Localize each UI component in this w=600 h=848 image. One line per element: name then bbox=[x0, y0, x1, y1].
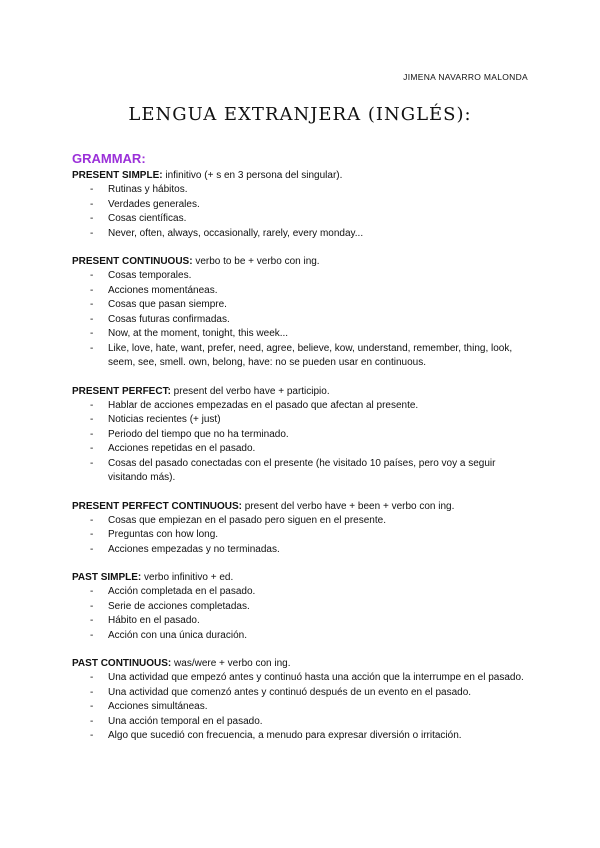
tense-section bbox=[72, 169, 532, 241]
tense-heading bbox=[72, 169, 532, 183]
usage-list bbox=[72, 399, 532, 486]
usage-list bbox=[72, 269, 532, 371]
list-item: - Una acción temporal en el pasado. bbox=[72, 715, 532, 730]
notes-content bbox=[72, 151, 532, 758]
list-item: - Never, often, always, occasionally, rarely, every monday... bbox=[72, 227, 532, 242]
page-title: LENGUA EXTRANJERA (INGLÉS): bbox=[128, 104, 472, 125]
tense-heading bbox=[72, 385, 532, 399]
tense-heading bbox=[72, 255, 532, 269]
tense-name: PAST CONTINUOUS: bbox=[72, 658, 172, 669]
author-name: JIMENA NAVARRO MALONDA bbox=[403, 72, 528, 82]
list-item: - Acción con una única duración. bbox=[72, 629, 532, 644]
tense-heading bbox=[72, 657, 532, 671]
usage-list bbox=[72, 585, 532, 643]
list-item: - Cosas que empiezan en el pasado pero siguen en el presente. bbox=[72, 514, 532, 529]
tense-name: PRESENT PERFECT CONTINUOUS: bbox=[72, 500, 243, 512]
tense-rule: verbo to be + verbo con ing. bbox=[192, 256, 320, 267]
list-item: - Like, love, hate, want, prefer, need, agree, believe, kow, understand, remember, thing, look, seem, see, smell. own, belong, have: no se pueden usar en continuous. bbox=[72, 342, 532, 371]
usage-list bbox=[72, 514, 532, 558]
list-item: - Una actividad que comenzó antes y continuó después de un evento en el pasado. bbox=[72, 686, 532, 701]
list-item: - Algo que sucedió con frecuencia, a menudo para expresar diversión o irritación. bbox=[72, 729, 532, 744]
usage-list bbox=[72, 183, 532, 241]
tense-heading bbox=[72, 571, 532, 585]
list-item: - Acciones empezadas y no terminadas. bbox=[72, 543, 532, 558]
list-item: - Periodo del tiempo que no ha terminado. bbox=[72, 428, 532, 443]
list-item: - Hablar de acciones empezadas en el pasado que afectan al presente. bbox=[72, 399, 532, 414]
usage-list bbox=[72, 671, 532, 744]
tense-rule: present del verbo have + participio. bbox=[170, 385, 330, 397]
tense-name: PRESENT SIMPLE: bbox=[72, 170, 163, 181]
list-item: - Cosas del pasado conectadas con el presente (he visitado 10 países, pero voy a seguir visitando más). bbox=[72, 457, 532, 486]
tense-section bbox=[72, 385, 532, 486]
tense-heading bbox=[72, 500, 532, 514]
grammar-heading: GRAMMAR: bbox=[72, 151, 146, 166]
tense-name: PAST SIMPLE: bbox=[72, 572, 142, 583]
list-item: - Preguntas con how long. bbox=[72, 528, 532, 543]
tense-rule: infinitivo (+ s en 3 persona del singular). bbox=[162, 170, 343, 181]
tense-section bbox=[72, 500, 532, 558]
tense-section bbox=[72, 657, 532, 744]
list-item: - Hábito en el pasado. bbox=[72, 614, 532, 629]
tense-name: PRESENT PERFECT: bbox=[72, 385, 171, 397]
list-item: - Verdades generales. bbox=[72, 198, 532, 213]
list-item: - Serie de acciones completadas. bbox=[72, 600, 532, 615]
list-item: - Acciones repetidas en el pasado. bbox=[72, 442, 532, 457]
list-item: - Noticias recientes (+ just) bbox=[72, 413, 532, 428]
list-item: - Now, at the moment, tonight, this week... bbox=[72, 327, 532, 342]
list-item: - Una actividad que empezó antes y continuó hasta una acción que la interrumpe en el pasado. bbox=[72, 671, 532, 686]
tense-section bbox=[72, 255, 532, 371]
list-item: - Cosas futuras confirmadas. bbox=[72, 313, 532, 328]
list-item: - Acciones simultáneas. bbox=[72, 700, 532, 715]
grammar-sections bbox=[72, 169, 532, 744]
list-item: - Acción completada en el pasado. bbox=[72, 585, 532, 600]
tense-rule: verbo infinitivo + ed. bbox=[141, 572, 234, 583]
list-item: - Cosas científicas. bbox=[72, 212, 532, 227]
list-item: - Rutinas y hábitos. bbox=[72, 183, 532, 198]
tense-section bbox=[72, 571, 532, 643]
tense-rule: present del verbo have + been + verbo con ing. bbox=[242, 500, 455, 512]
tense-rule: was/were + verbo con ing. bbox=[171, 658, 291, 669]
list-item: - Cosas temporales. bbox=[72, 269, 532, 284]
tense-name: PRESENT CONTINUOUS: bbox=[72, 256, 193, 267]
list-item: - Cosas que pasan siempre. bbox=[72, 298, 532, 313]
list-item: - Acciones momentáneas. bbox=[72, 284, 532, 299]
